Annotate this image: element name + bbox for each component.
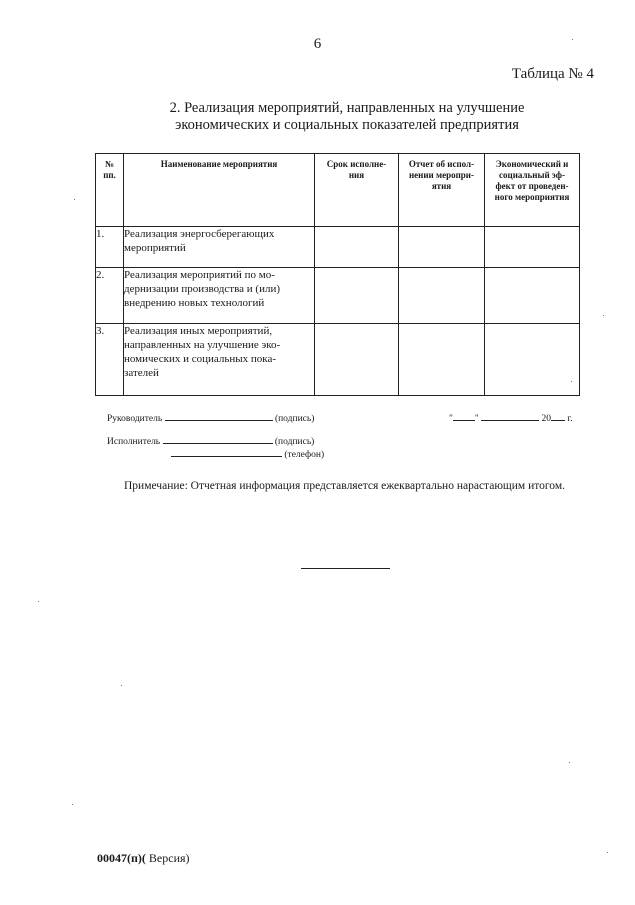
scan-speck	[607, 852, 608, 853]
row-measure-name: Реализация мероприятий по мо- дернизации производства и (или) внедрению новых технологий	[124, 268, 315, 324]
header-deadline: Срок исполне- ния	[315, 154, 399, 227]
row-report-cell[interactable]	[399, 268, 485, 324]
header-number: № пп.	[96, 154, 124, 227]
table-row	[96, 227, 580, 268]
head-label: Руководитель	[107, 414, 163, 424]
header-measure-name: Наименование мероприятия	[124, 154, 315, 227]
row-report-cell[interactable]	[399, 324, 485, 396]
heading-line-1: 2. Реализация мероприятий, направленных на улучшение	[169, 100, 525, 116]
row-number: 1.	[96, 227, 124, 268]
scan-speck	[571, 381, 572, 382]
head-signature-line	[107, 411, 314, 424]
row-effect-cell[interactable]	[485, 268, 580, 324]
row-effect-cell[interactable]	[485, 324, 580, 396]
row-number: 3.	[96, 324, 124, 396]
year-prefix: 20	[541, 414, 552, 424]
heading-line-2: экономических и социальных показателей предприятия	[175, 117, 519, 133]
executor-signature-field[interactable]	[163, 434, 273, 444]
version-label: Версия)	[145, 851, 190, 865]
scan-speck	[121, 685, 122, 686]
version-stamp	[97, 851, 190, 866]
row-number: 2.	[96, 268, 124, 324]
date-day-field[interactable]	[453, 411, 475, 421]
scan-speck	[603, 315, 604, 316]
row-report-cell[interactable]	[399, 227, 485, 268]
row-deadline-cell[interactable]	[315, 268, 399, 324]
date-line: " " 20 г.	[449, 411, 573, 424]
row-deadline-cell[interactable]	[315, 324, 399, 396]
table-label: Таблица № 4	[511, 66, 594, 82]
table-row	[96, 324, 580, 396]
row-deadline-cell[interactable]	[315, 227, 399, 268]
section-heading	[100, 100, 594, 134]
executor-label: Исполнитель	[107, 437, 161, 447]
scan-speck	[38, 601, 39, 602]
table-header-row	[96, 154, 580, 227]
executor-phone-field[interactable]	[171, 447, 282, 457]
executor-signature-line	[107, 434, 314, 447]
row-measure-name: Реализация энергосберегающих мероприятий	[124, 227, 315, 268]
row-effect-cell[interactable]	[485, 227, 580, 268]
row-measure-name: Реализация иных мероприятий, направленных на улучшение эко- номических и социальных пока- зателей	[124, 324, 315, 396]
scan-speck	[569, 762, 570, 763]
date-month-field[interactable]	[481, 411, 539, 421]
scan-speck	[74, 199, 75, 200]
signature-hint: (подпись)	[274, 414, 315, 424]
header-execution-report: Отчет об испол- нении меропри- ятия	[399, 154, 485, 227]
year-suffix: г.	[567, 414, 573, 424]
header-effect: Экономический и социальный эф- фект от проведен- ного мероприятия	[485, 154, 580, 227]
end-divider	[301, 568, 390, 569]
note-text: Примечание: Отчетная информация представляется ежеквартально нарастающим итогом.	[124, 480, 565, 492]
scan-speck	[72, 804, 73, 805]
scan-speck	[572, 39, 573, 40]
version-code: 00047(п)(	[97, 851, 146, 865]
date-year-field[interactable]	[551, 411, 565, 421]
phone-hint: (телефон)	[284, 450, 325, 460]
executor-signature-hint: (подпись)	[274, 437, 315, 447]
measures-table	[95, 153, 580, 396]
table-row	[96, 268, 580, 324]
page-number: 6	[313, 36, 322, 52]
head-signature-field[interactable]	[165, 411, 273, 421]
executor-phone-line	[171, 447, 324, 460]
